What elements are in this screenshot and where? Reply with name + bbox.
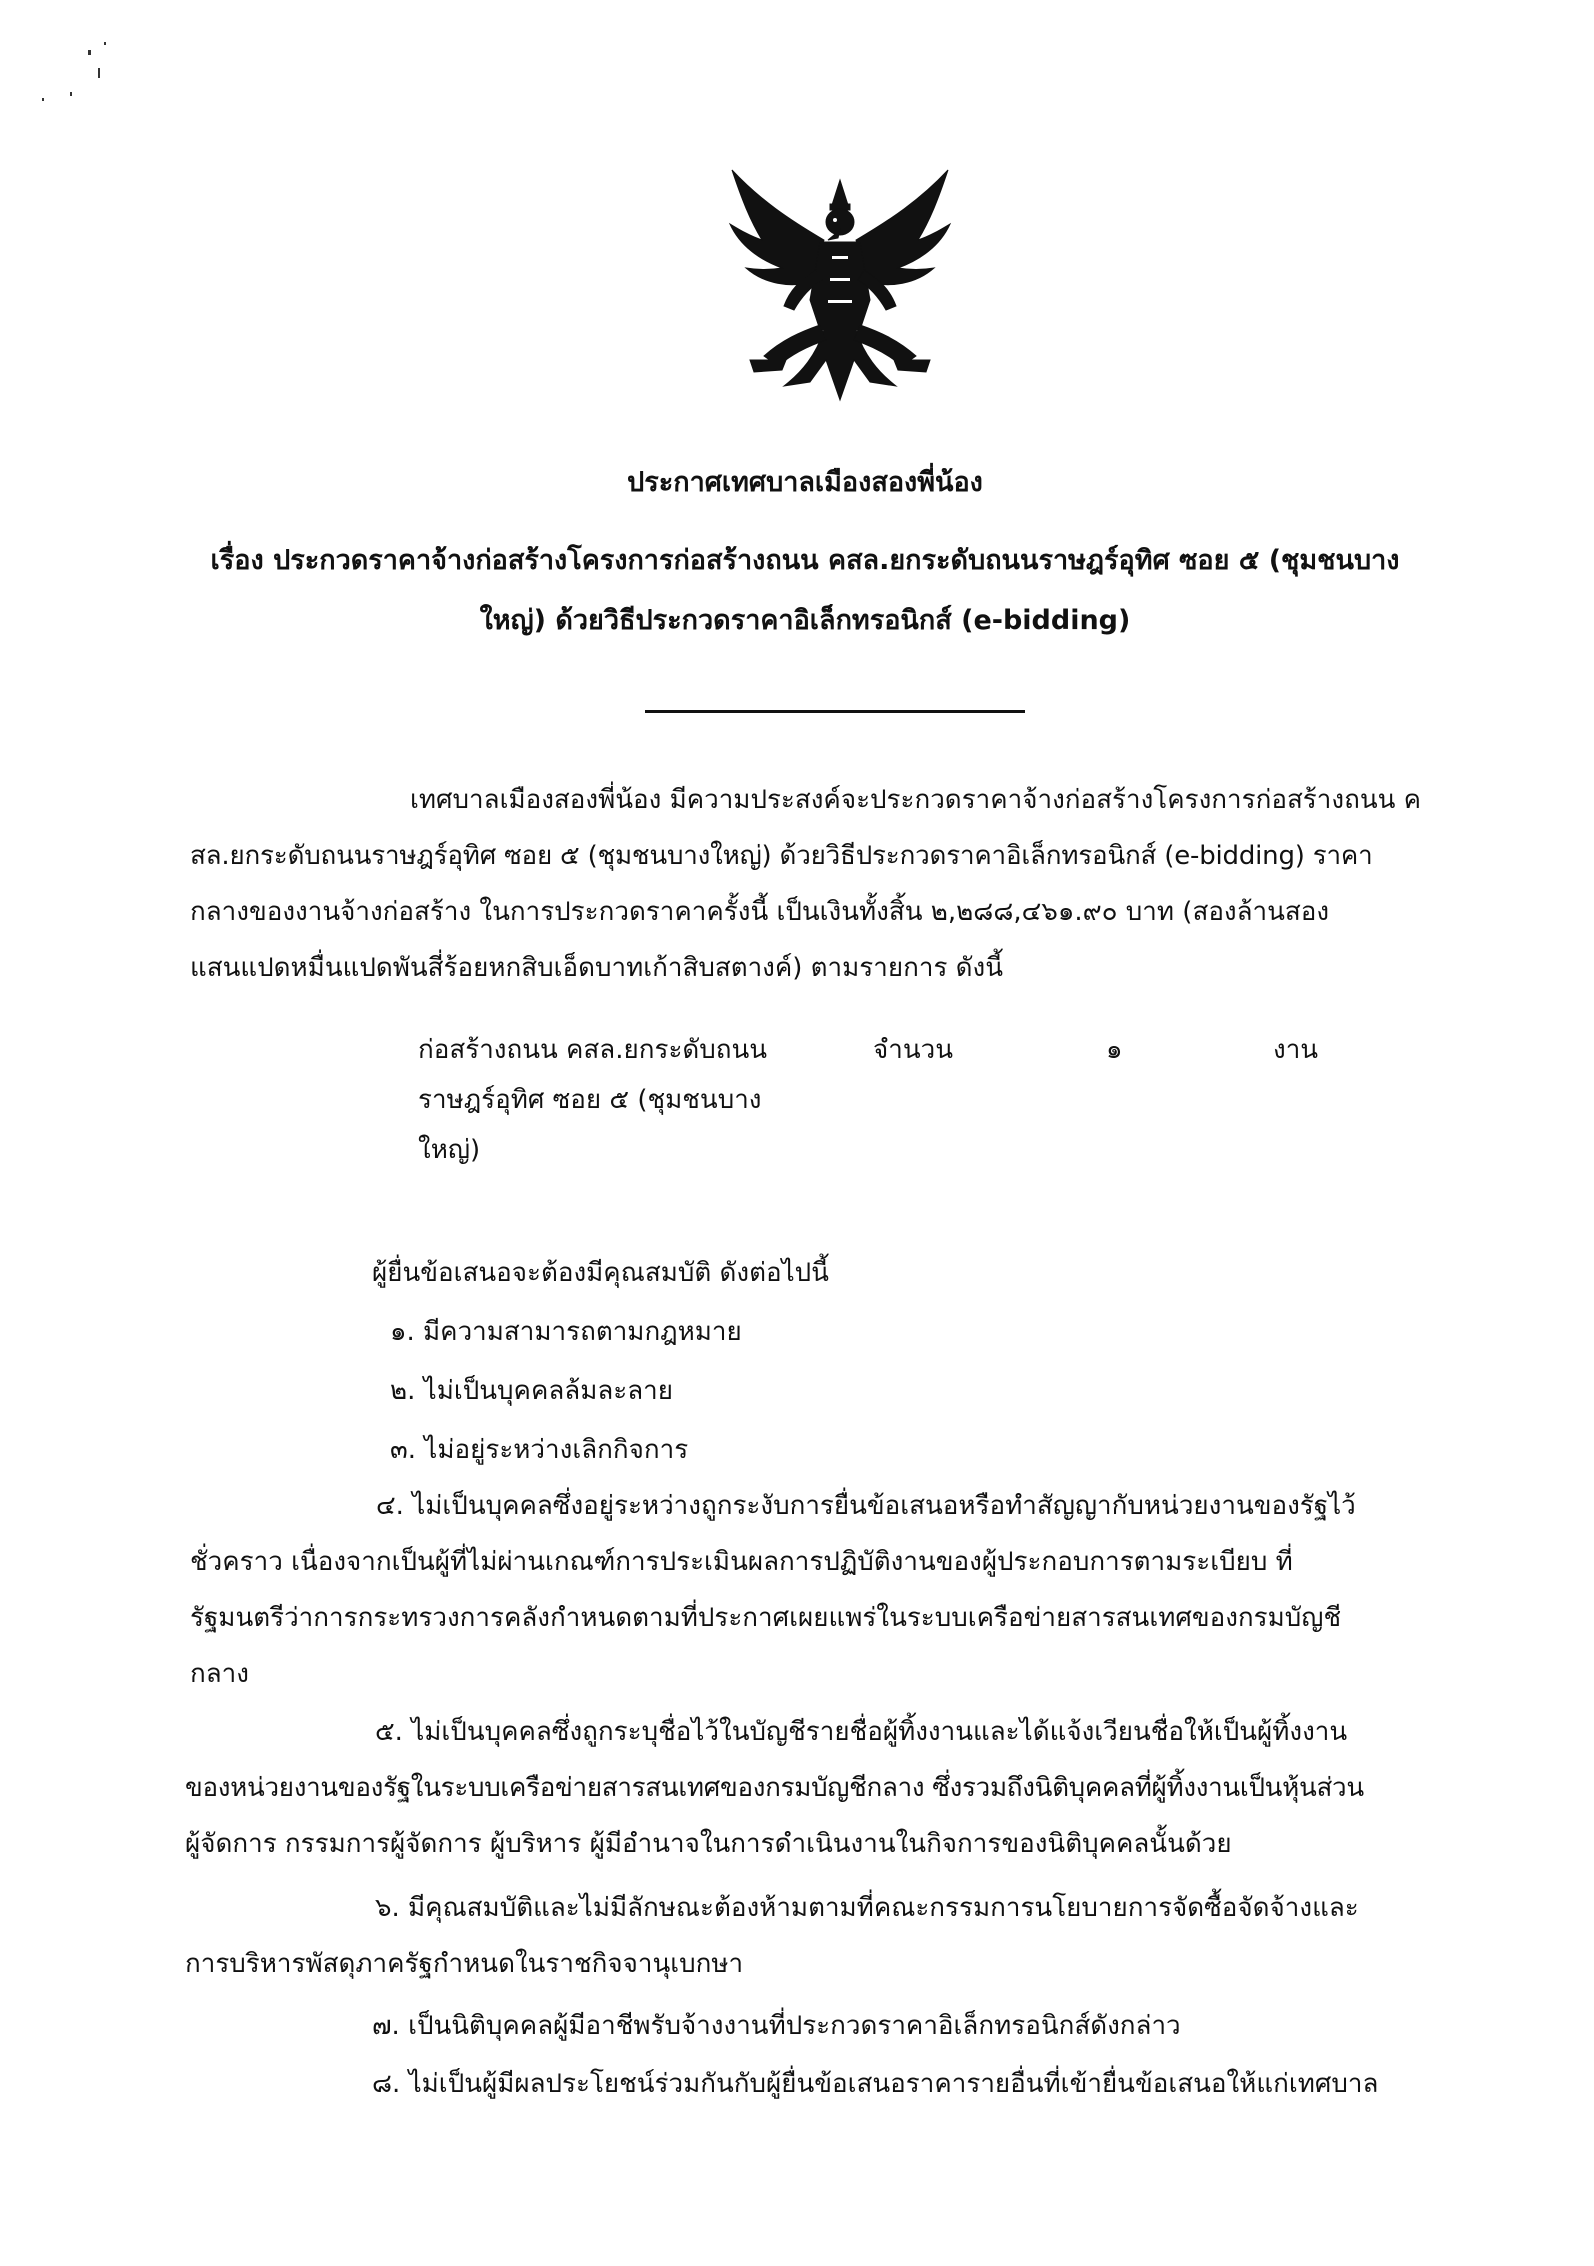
announcement-subject-line2: ใหญ่) ด้วยวิธีประกวดราคาอิเล็กทรอนิกส์ (e-bidding)	[479, 605, 1131, 636]
qualification-line: ๖. มีคุณสมบัติและไม่มีลักษณะต้องห้ามตามที่คณะกรรมการนโยบายการจัดซื้อจัดจ้างและ	[375, 1893, 1359, 1923]
qualification-line: ๕. ไม่เป็นบุคคลซึ่งถูกระบุชื่อไว้ในบัญชีรายชื่อผู้ทิ้งงานและได้แจ้งเวียนชื่อให้เป็นผู้ทิ้งงาน	[375, 1717, 1348, 1747]
qualifications-heading: ผู้ยื่นข้อเสนอจะต้องมีคุณสมบัติ ดังต่อไปนี้	[372, 1258, 829, 1288]
scan-specks	[40, 40, 120, 120]
qualification-item: ๑. มีความสามารถตามกฎหมาย	[390, 1317, 742, 1347]
title-divider	[645, 710, 1025, 713]
qualification-line: ชั่วคราว เนื่องจากเป็นผู้ที่ไม่ผ่านเกณฑ์การประเมินผลการปฏิบัติงานของผู้ประกอบการตามระเบียบ ที่	[190, 1547, 1293, 1577]
qualification-line: ๔. ไม่เป็นบุคคลซึ่งอยู่ระหว่างถูกระงับการยื่นข้อเสนอหรือทำสัญญากับหน่วยงานของรัฐไว้	[376, 1491, 1356, 1521]
qualification-item: ๘. ไม่เป็นผู้มีผลประโยชน์ร่วมกันกับผู้ยื่นข้อเสนอราคารายอื่นที่เข้ายื่นข้อเสนอให้แก่เทศบาล	[372, 2069, 1379, 2099]
item-unit: งาน	[1273, 1035, 1319, 1065]
intro-line: สล.ยกระดับถนนราษฎร์อุทิศ ซอย ๕ (ชุมชนบางใหญ่) ด้วยวิธีประกวดราคาอิเล็กทรอนิกส์ (e-bidding) ราคา	[190, 841, 1373, 871]
item-description-line: ก่อสร้างถนน คสล.ยกระดับถนน	[418, 1035, 768, 1065]
qualification-item-5	[185, 1704, 1435, 1872]
item-description	[418, 1025, 838, 1175]
qualification-item-4	[190, 1478, 1440, 1702]
intro-paragraph	[190, 772, 1440, 996]
qualification-item-6	[185, 1880, 1435, 1992]
intro-line: เทศบาลเมืองสองพี่น้อง มีความประสงค์จะประกวดราคาจ้างก่อสร้างโครงการก่อสร้างถนน ค	[410, 785, 1422, 815]
garuda-emblem-icon	[720, 160, 960, 410]
item-quantity: ๑	[1106, 1035, 1123, 1065]
item-description-line: ราษฎร์อุทิศ ซอย ๕ (ชุมชนบาง	[418, 1085, 762, 1115]
announcement-title: ประกาศเทศบาลเมืองสองพี่น้อง	[627, 467, 983, 498]
qualification-item: ๓. ไม่อยู่ระหว่างเลิกกิจการ	[390, 1435, 689, 1465]
qualification-line: การบริหารพัสดุภาครัฐกำหนดในราชกิจจานุเบกษา	[185, 1949, 744, 1979]
qualification-line: กลาง	[190, 1659, 249, 1689]
qualification-item: ๒. ไม่เป็นบุคคลล้มละลาย	[390, 1376, 674, 1406]
qualification-line: รัฐมนตรีว่าการกระทรวงการคลังกำหนดตามที่ประกาศเผยแพร่ในระบบเครือข่ายสารสนเทศของกรมบัญชี	[190, 1603, 1342, 1633]
qualification-item: ๗. เป็นนิติบุคคลผู้มีอาชีพรับจ้างงานที่ประกวดราคาอิเล็กทรอนิกส์ดังกล่าว	[372, 2011, 1181, 2041]
intro-line: กลางของงานจ้างก่อสร้าง ในการประกวดราคาครั้งนี้ เป็นเงินทั้งสิ้น ๒,๒๘๘,๔๖๑.๙๐ บาท (สองล้านสอง	[190, 897, 1330, 927]
intro-line: แสนแปดหมื่นแปดพันสี่ร้อยหกสิบเอ็ดบาทเก้าสิบสตางค์) ตามรายการ ดังนี้	[190, 953, 1004, 983]
announcement-subject-line1: เรื่อง ประกวดราคาจ้างก่อสร้างโครงการก่อสร้างถนน คสล.ยกระดับถนนราษฎร์อุทิศ ซอย ๕ (ชุมชนบาง	[210, 545, 1400, 576]
item-description-line: ใหญ่)	[418, 1135, 481, 1165]
qualification-line: ของหน่วยงานของรัฐในระบบเครือข่ายสารสนเทศของกรมบัญชีกลาง ซึ่งรวมถึงนิติบุคคลที่ผู้ทิ้งงานเป็นหุ้นส่วน	[185, 1773, 1364, 1803]
qualification-line: ผู้จัดการ กรรมการผู้จัดการ ผู้บริหาร ผู้มีอำนาจในการดำเนินงานในกิจการของนิติบุคคลนั้นด้วย	[185, 1829, 1232, 1859]
item-quantity-label: จำนวน	[873, 1035, 953, 1065]
